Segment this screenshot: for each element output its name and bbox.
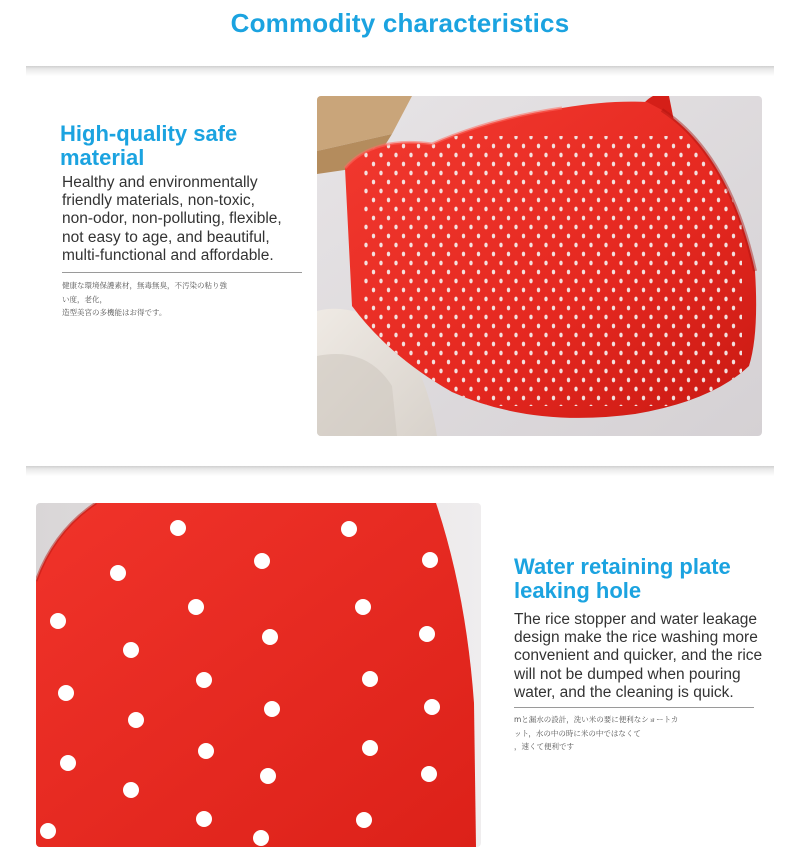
feature-2-desc-line: The rice stopper and water leakage — [514, 611, 757, 628]
feature-2-desc-line: design make the rice washing more — [514, 629, 758, 647]
strainer-photo-2 — [36, 503, 481, 847]
strainer-photo-1-icon — [317, 96, 762, 436]
middle-divider — [26, 466, 774, 476]
feature-1-desc-line: multi-functional and affordable. — [62, 246, 274, 264]
feature-1-jp-line: い度，老化， — [62, 294, 107, 304]
feature-2-desc-line: convenient and quicker, and the rice — [514, 647, 763, 665]
feature-1-title — [60, 122, 237, 170]
page-title: Commodity characteristics — [230, 8, 570, 38]
strainer-photo-2-icon — [36, 503, 481, 847]
feature-2-title — [514, 555, 731, 603]
feature-2-japanese-text — [514, 713, 678, 754]
feature-2-rule — [514, 707, 754, 708]
feature-1-rule — [62, 272, 302, 273]
feature-1-jp-line: 造型美宮の多機能はお得です。 — [62, 308, 167, 317]
feature-1-title-line2: material — [60, 145, 145, 170]
feature-1-description — [62, 174, 282, 265]
feature-1-desc-line: non-odor, non-polluting, flexible, — [62, 210, 282, 228]
feature-1-desc-line: not easy to age, and beautiful, — [62, 228, 270, 246]
feature-2-desc-line: will not be dumped when pouring — [514, 665, 741, 683]
strainer-photo-1 — [317, 96, 762, 436]
feature-2-desc-line: water, and the cleaning is quick. — [514, 683, 734, 701]
feature-1-desc-line: Healthy and environmentally — [62, 174, 258, 191]
feature-1-title-line1: High-quality safe — [60, 121, 238, 146]
feature-2-jp-line: mと漏水の設計，洗い米の要に便利なショートカ — [514, 715, 679, 724]
feature-2-description — [514, 611, 762, 702]
feature-1-japanese-text — [62, 279, 227, 320]
feature-2-title-line2: leaking hole — [514, 578, 642, 603]
feature-1-desc-line: friendly materials, non-toxic, — [62, 192, 255, 210]
feature-1-jp-line: 健康な環境保護素材，無毒無臭，不汚染の粘り強 — [62, 281, 227, 290]
header-divider — [26, 66, 774, 76]
feature-2-jp-line: ，速くて便利です — [514, 742, 574, 751]
feature-2-title-line1: Water retaining plate — [514, 554, 731, 579]
feature-2-jp-line: ット，水の中の時に米の中ではなくて — [514, 728, 641, 738]
